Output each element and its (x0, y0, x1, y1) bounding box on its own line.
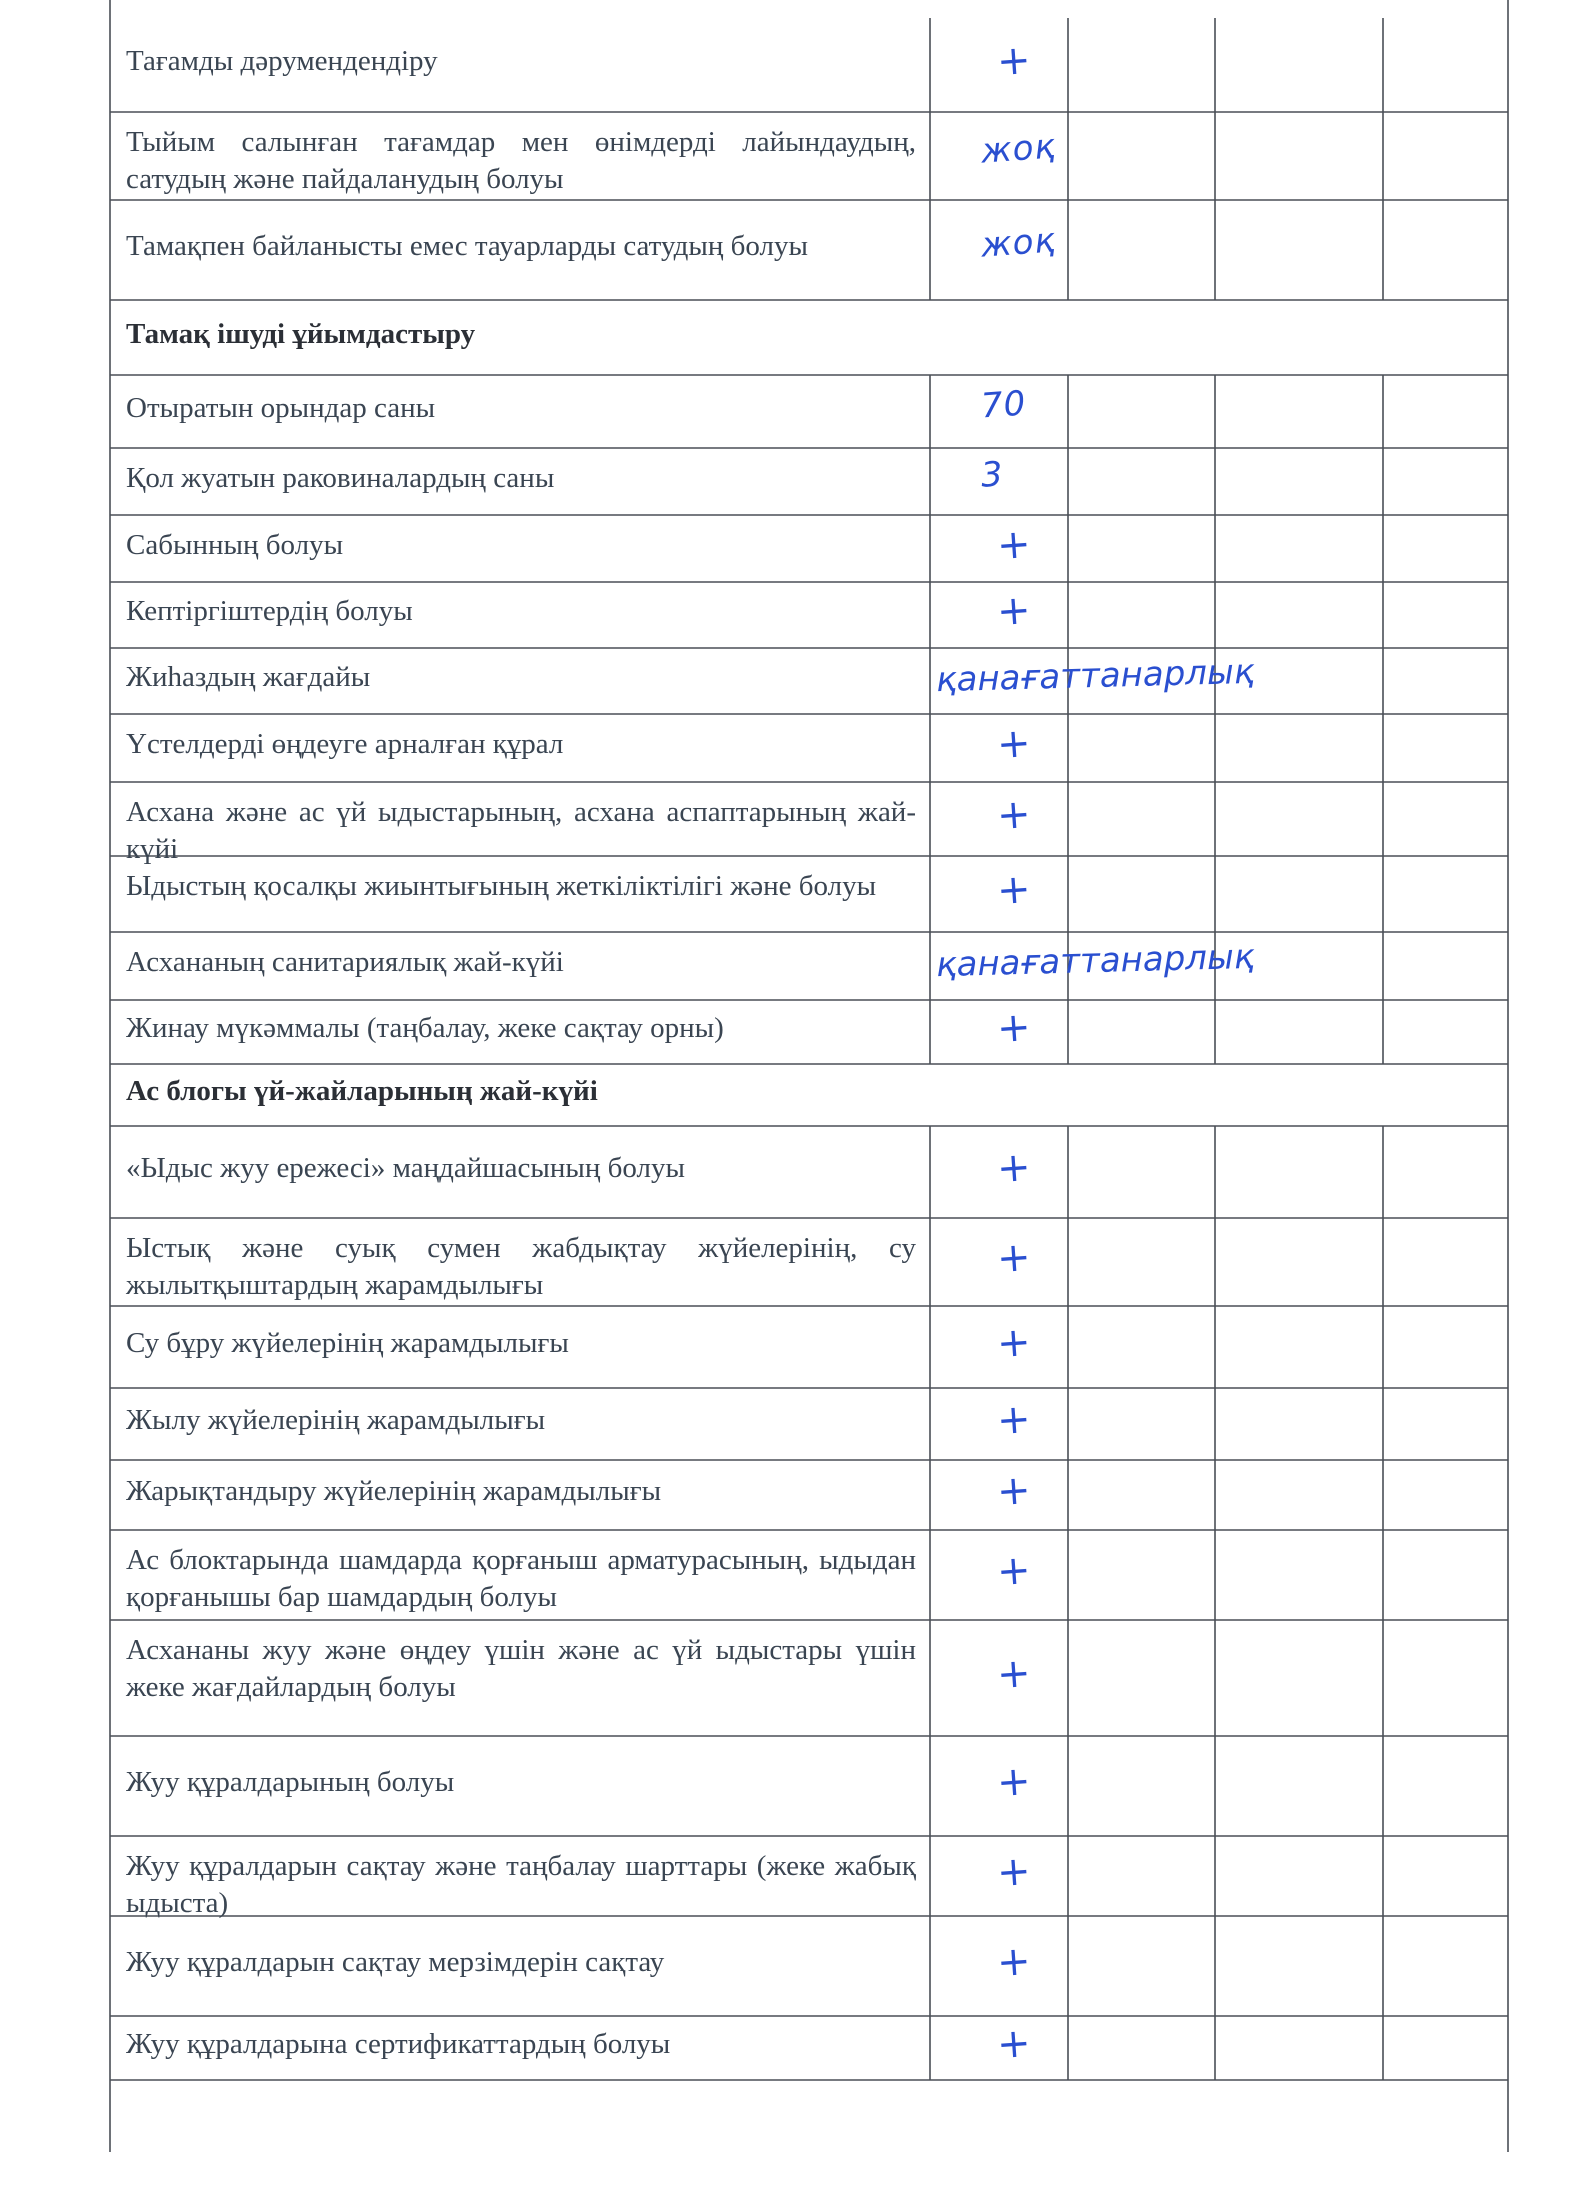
criterion-text: Жарықтандыру жүйелерінің жарамдылығы (126, 1475, 662, 1507)
handwritten-mark: 70 (979, 382, 1028, 427)
handwritten-mark: + (995, 586, 1033, 636)
handwritten-mark: + (995, 1233, 1033, 1283)
criterion-text: Жуу құралдарына сертификаттардың болуы (126, 2028, 671, 2060)
handwritten-mark: + (995, 1395, 1033, 1445)
section-title: Ас блогы үй-жайларының жай-күйі (126, 1075, 598, 1107)
criterion-text: Отыратын орындар саны (126, 391, 436, 424)
criterion-text: Ыдыстың қосалқы жиынтығының жеткіліктілігі және болуы (126, 870, 877, 902)
criterion-text: Тамақпен байланысты емес тауарларды сатудың болуы (126, 230, 808, 262)
criterion-text: Жуу құралдарын сақтау мерзімдерін сақтау (126, 1946, 665, 1978)
handwritten-mark: + (995, 1143, 1033, 1193)
criterion-text: Қол жуатын раковиналардың саны (126, 461, 555, 494)
criterion-text: Сабынның болуы (126, 528, 344, 561)
criterion-text: Ас блоктарында шамдарда қорғаныш арматурасының, ыдыдан қорғанышы бар шамдардың болуы (126, 1544, 916, 1613)
handwritten-mark: жоқ (979, 126, 1058, 172)
criterion-text: Жуу құралдарының болуы (126, 1766, 455, 1798)
handwritten-mark: + (995, 2019, 1033, 2069)
handwritten-mark: + (995, 1757, 1033, 1807)
handwritten-mark: қанағаттанарлық (935, 651, 1255, 701)
criterion-text: Асхана және ас үй ыдыстарының, асхана аспаптарының жай-күйі (126, 796, 916, 865)
handwritten-mark: жоқ (979, 220, 1058, 266)
handwritten-mark: + (995, 1649, 1033, 1699)
criterion-text: Үстелдерді өңдеуге арналған құрал (126, 728, 564, 760)
criterion-text: Жинау мүкәммалы (таңбалау, жеке сақтау орны) (126, 1012, 724, 1044)
handwritten-mark: + (995, 1003, 1033, 1053)
criterion-text: Жуу құралдарын сақтау және таңбалау шарттары (жеке жабық ыдыста) (126, 1850, 916, 1919)
handwritten-mark: + (995, 1466, 1033, 1516)
criterion-text: Кептіргіштердің болуы (126, 595, 413, 627)
handwritten-mark: + (995, 790, 1033, 840)
criterion-text: Ыстық және суық сумен жабдықтау жүйелерінің, су жылытқыштардың жарамдылығы (126, 1232, 916, 1301)
criterion-text: «Ыдыс жуу ережесі» маңдайшасының болуы (126, 1152, 685, 1184)
handwritten-mark: қанағаттанарлық (935, 936, 1255, 986)
handwritten-mark: + (995, 1937, 1033, 1987)
handwritten-mark: + (995, 520, 1033, 569)
criterion-text: Асхананың санитариялық жай-күйі (126, 946, 564, 978)
handwritten-mark: 3 (979, 453, 1006, 496)
handwritten-mark: + (995, 1318, 1033, 1368)
handwritten-mark: + (995, 719, 1033, 769)
criterion-text: Су бұру жүйелерінің жарамдылығы (126, 1327, 569, 1359)
criterion-text: Асхананы жуу және өңдеу үшін және ас үй ыдыстары үшін жеке жағдайлардың болуы (126, 1634, 916, 1703)
section-title: Тамақ ішуді ұйымдастыру (126, 317, 476, 350)
criterion-text: Тыйым салынған тағамдар мен өнімдерді лайындаудың, сатудың және пайдаланудың болуы (126, 126, 916, 195)
handwritten-mark: + (995, 865, 1033, 915)
criterion-text: Жылу жүйелерінің жарамдылығы (126, 1404, 546, 1436)
criterion-text: Тағамды дәрумендендіру (126, 45, 438, 77)
handwritten-mark: + (995, 1847, 1033, 1897)
criterion-text: Жиһаздың жағдайы (126, 661, 371, 693)
handwritten-mark: + (995, 36, 1033, 86)
handwritten-mark: + (995, 1546, 1033, 1596)
